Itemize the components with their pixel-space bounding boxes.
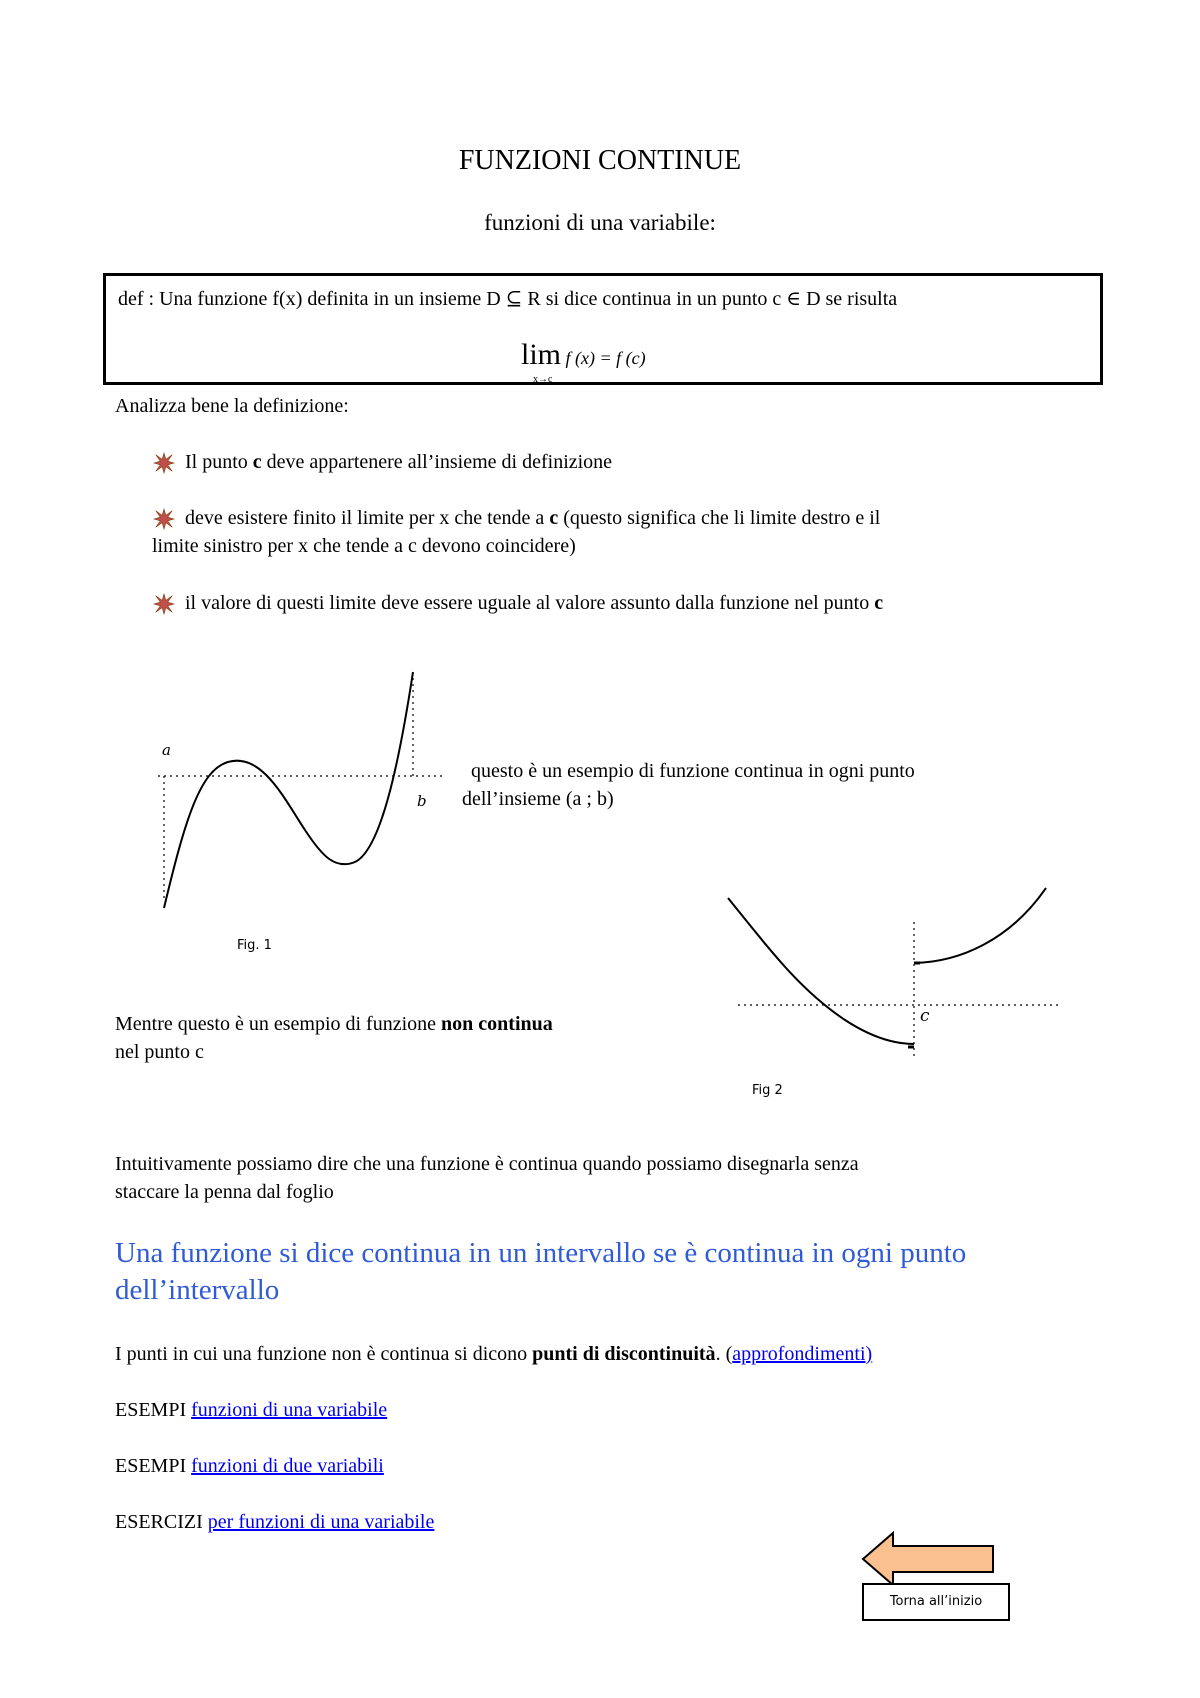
examples-one-variable: ESEMPI funzioni di una variabile	[115, 1399, 388, 1421]
lim-subscript: x→c	[533, 374, 553, 385]
highlight-line2: dell’intervallo	[115, 1274, 280, 1306]
fig1-description-line1: questo è un esempio di funzione continua in ogni punto	[471, 760, 915, 782]
exercises-one-variable-link[interactable]: per funzioni di una variabile	[207, 1511, 435, 1533]
back-to-top-button[interactable]: Torna all’inizio	[862, 1583, 1010, 1621]
examples-two-variables: ESEMPI funzioni di due variabili	[115, 1455, 384, 1477]
fig1-label-a: a	[162, 741, 171, 759]
fig2-label-c: c	[920, 1006, 930, 1026]
fig1-label-b: b	[417, 792, 427, 810]
highlight-line1: Una funzione si dice continua in un intervallo se è continua in ogni punto	[115, 1237, 967, 1269]
fig2-description-line2: nel punto c	[115, 1041, 204, 1063]
page-title: FUNZIONI CONTINUE	[458, 145, 742, 176]
fig2-description: Mentre questo è un esempio di funzione non continua	[115, 1013, 553, 1035]
analysis-intro: Analizza bene la definizione:	[115, 395, 349, 417]
fig2-right-branch	[914, 888, 1046, 963]
lim-word: lim	[521, 338, 562, 371]
fig1-caption: Fig. 1	[237, 938, 272, 953]
bullet-item-2-continuation: limite sinistro per x che tende a c devono coincidere)	[152, 535, 576, 557]
bullet-item-2: deve esistere finito il limite per x che tende a c (questo significa che li limite destro e il	[153, 504, 880, 532]
fig1-description-line2: dell’insieme (a ; b)	[462, 788, 614, 810]
page-subtitle: funzioni di una variabile:	[484, 210, 716, 235]
examples-one-variable-link[interactable]: funzioni di una variabile	[191, 1399, 388, 1421]
exercises-one-variable: ESERCIZI per funzioni di una variabile	[115, 1511, 435, 1533]
fig2-left-branch	[728, 898, 914, 1044]
bullet-item-3: il valore di questi limite deve essere uguale al valore assunto dalla funzione nel punto c	[153, 589, 883, 617]
approfondimenti-link[interactable]: approfondimenti)	[732, 1343, 873, 1365]
intuition-line1: Intuitivamente possiamo dire che una funzione è continua quando possiamo disegnarla senza	[115, 1153, 859, 1175]
bullet-item-1: Il punto c deve appartenere all’insieme di definizione	[153, 448, 612, 476]
examples-two-variables-link[interactable]: funzioni di due variabili	[191, 1455, 384, 1477]
definition-text: def : Una funzione f(x) definita in un insieme D ⊆ R si dice continua in un punto c ∈ D se risulta	[118, 288, 898, 310]
intuition-line2: staccare la penna dal foglio	[115, 1181, 334, 1203]
fig2-caption: Fig 2	[752, 1083, 783, 1098]
left-arrow-icon[interactable]	[860, 1530, 996, 1590]
formula-equation: f (x) = f (c)	[565, 348, 646, 368]
discontinuity-text: I punti in cui una funzione non è continua si dicono punti di discontinuità. (approfondimenti)	[115, 1343, 873, 1365]
